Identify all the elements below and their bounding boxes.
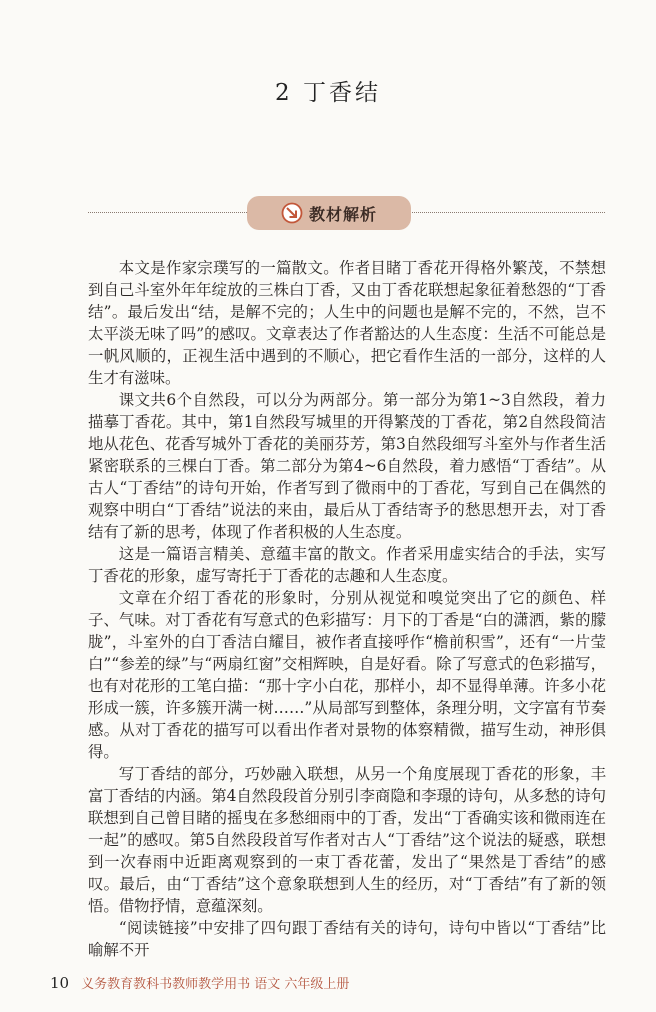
paragraph: 本文是作家宗璞写的一篇散文。作者目睹丁香花开得格外繁茂，不禁想到自己斗室外年年绽放的三株白丁香，又由丁香花联想起象征着愁怨的“丁香结”。最后发出“结，是解不完的；人生中的问题也是解不完的，不然，岂不太平淡无味了吗”的感叹。文章表达了作者豁达的人生态度：生活不可能总是一帆风顺的，正视生活中遇到的不顺心，把它看作生活的一部分，这样的人生才有滋味。: [88, 259, 606, 387]
section-label: 教材解析: [308, 204, 377, 224]
paragraph: 这是一篇语言精美、意蕴丰富的散文。作者采用虚实结合的手法，实写丁香花的形象，虚写寄托于丁香花的志趣和人生态度。: [88, 545, 606, 585]
paragraph: 写丁香结的部分，巧妙融入联想，从另一个角度展现丁香花的形象，丰富丁香结的内涵。第4自然段段首分别引李商隐和李璟的诗句，从多愁的诗句联想到自己曾目睹的摇曳在多愁细雨中的丁香，发出“丁香确实该和微雨连在一起”的感叹。第5自然段段首写作者对古人“丁香结”这个说法的疑惑，联想到一次春雨中近距离观察到的一束丁香花蕾，发出了“果然是丁香结”的感叹。最后，由“丁香结”这个意象联想到人生的经历，对“丁香结”有了新的领悟。借物抒情，意蕴深刻。: [88, 765, 606, 915]
paragraph: 课文共6个自然段，可以分为两部分。第一部分为第1~3自然段，着力描摹丁香花。其中，第1自然段写城里的开得繁茂的丁香花，第2自然段简洁地从花色、花香写城外丁香花的美丽芬芳，第3自然段细写斗室外与作者生活紧密联系的三棵白丁香。第二部分为第4~6自然段，着力感悟“丁香结”。从古人“丁香结”的诗句开始，作者写到了微雨中的丁香花，写到自己在偶然的观察中明白“丁香结”说法的来由，最后从丁香结寄予的愁思想开去，对丁香结有了新的思考，体现了作者积极的人生态度。: [88, 391, 606, 541]
page-number: 10: [50, 974, 70, 992]
paragraph: “阅读链接”中安排了四句跟丁香结有关的诗句，诗句中皆以“丁香结”比喻解不开: [88, 919, 606, 959]
book-title: 义务教育教科书教师教学用书 语文 六年级上册: [81, 977, 350, 992]
paragraph: 文章在介绍丁香花的形象时，分别从视觉和嗅觉突出了它的颜色、样子、气味。对丁香花有写意式的色彩描写：月下的丁香是“白的潇洒，紫的朦胧”，斗室外的白丁香洁白耀目，被作者直接呼作“檐前积雪”，还有“一片莹白”“参差的绿”与“两扇红窗”交相辉映，自是好看。除了写意式的色彩描写，也有对花形的工笔白描：“那十字小白花，那样小，却不显得单薄。许多小花形成一簇，许多簇开满一树……”从局部写到整体，条理分明，文字富有节奏感。从对丁香花的描写可以看出作者对景物的体察精微，描写生动，神形俱得。: [88, 589, 606, 761]
lesson-title: 2 丁香结: [275, 80, 381, 106]
page-footer: [50, 973, 656, 992]
body-text: [88, 257, 606, 961]
